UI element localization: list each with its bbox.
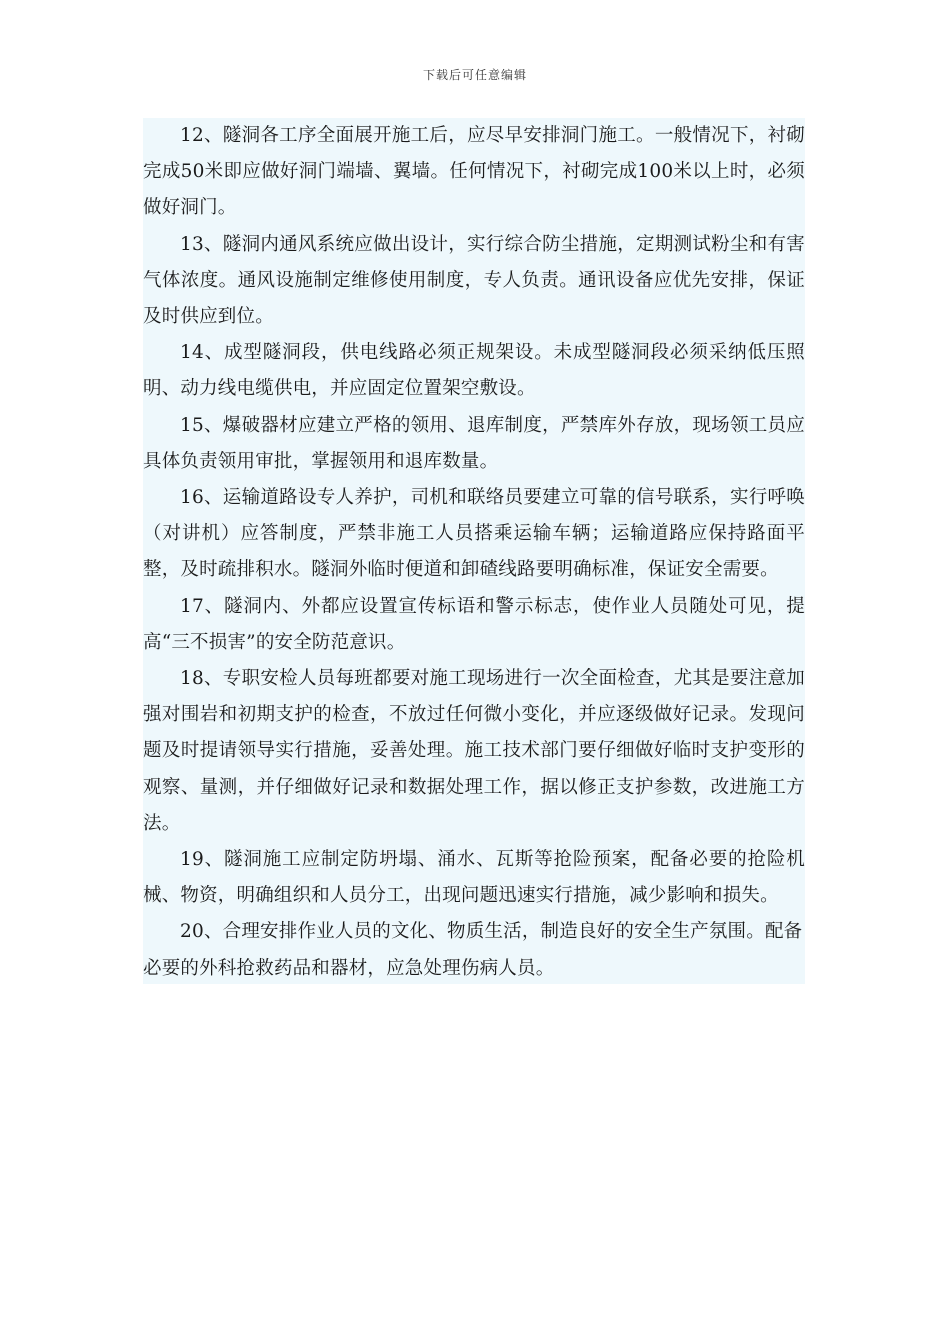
paragraph-19: 19、隧洞施工应制定防坍塌、涌水、瓦斯等抢险预案，配备必要的抢险机械、物资，明确组织和人员分工，出现问题迅速实行措施，减少影响和损失。 [143, 849, 805, 907]
paragraph-13: 13、隧洞内通风系统应做出设计，实行综合防尘措施，定期测试粉尘和有害气体浓度。通风设施制定维修使用制度，专人负责。通讯设备应优先安排，保证及时供应到位。 [143, 233, 805, 328]
paragraph-12: 12、隧洞各工序全面展开施工后，应尽早安排洞门施工。一般情况下，衬砌完成50米即应做好洞门端墙、翼墙。任何情况下，衬砌完成100米以上时，必须做好洞门。 [143, 125, 805, 219]
page-header-note: 下载后可任意编辑 [422, 68, 527, 82]
document-body [143, 118, 805, 984]
paragraph-18: 18、专职安检人员每班都要对施工现场进行一次全面检查，尤其是要注意加强对围岩和初期支护的检查，不放过任何微小变化，并应逐级做好记录。发现问题及时提请领导实行措施，妥善处理。施工技术部门要仔细做好临时支护变形的观察、量测，并仔细做好记录和数据处理工作，据以修正支护参数，改进施工方法。 [143, 668, 805, 834]
paragraph-20: 20、合理安排作业人员的文化、物质生活，制造良好的安全生产氛围。配备必要的外科抢救药品和器材，应急处理伤病人员。 [143, 921, 803, 979]
paragraph-15: 15、爆破器材应建立严格的领用、退库制度，严禁库外存放，现场领工员应具体负责领用审批，掌握领用和退库数量。 [143, 414, 805, 472]
paragraph-17: 17、隧洞内、外都应设置宣传标语和警示标志，使作业人员随处可见，提高“三不损害”的安全防范意识。 [143, 595, 805, 653]
paragraph-16: 16、运输道路设专人养护，司机和联络员要建立可靠的信号联系，实行呼唤（对讲机）应答制度，严禁非施工人员搭乘运输车辆；运输道路应保持路面平整，及时疏排积水。隧洞外临时便道和卸碴线路要明确标准，保证安全需要。 [143, 487, 805, 581]
paragraph-14: 14、成型隧洞段，供电线路必须正规架设。未成型隧洞段必须采纳低压照明、动力线电缆供电，并应固定位置架空敷设。 [143, 342, 805, 400]
